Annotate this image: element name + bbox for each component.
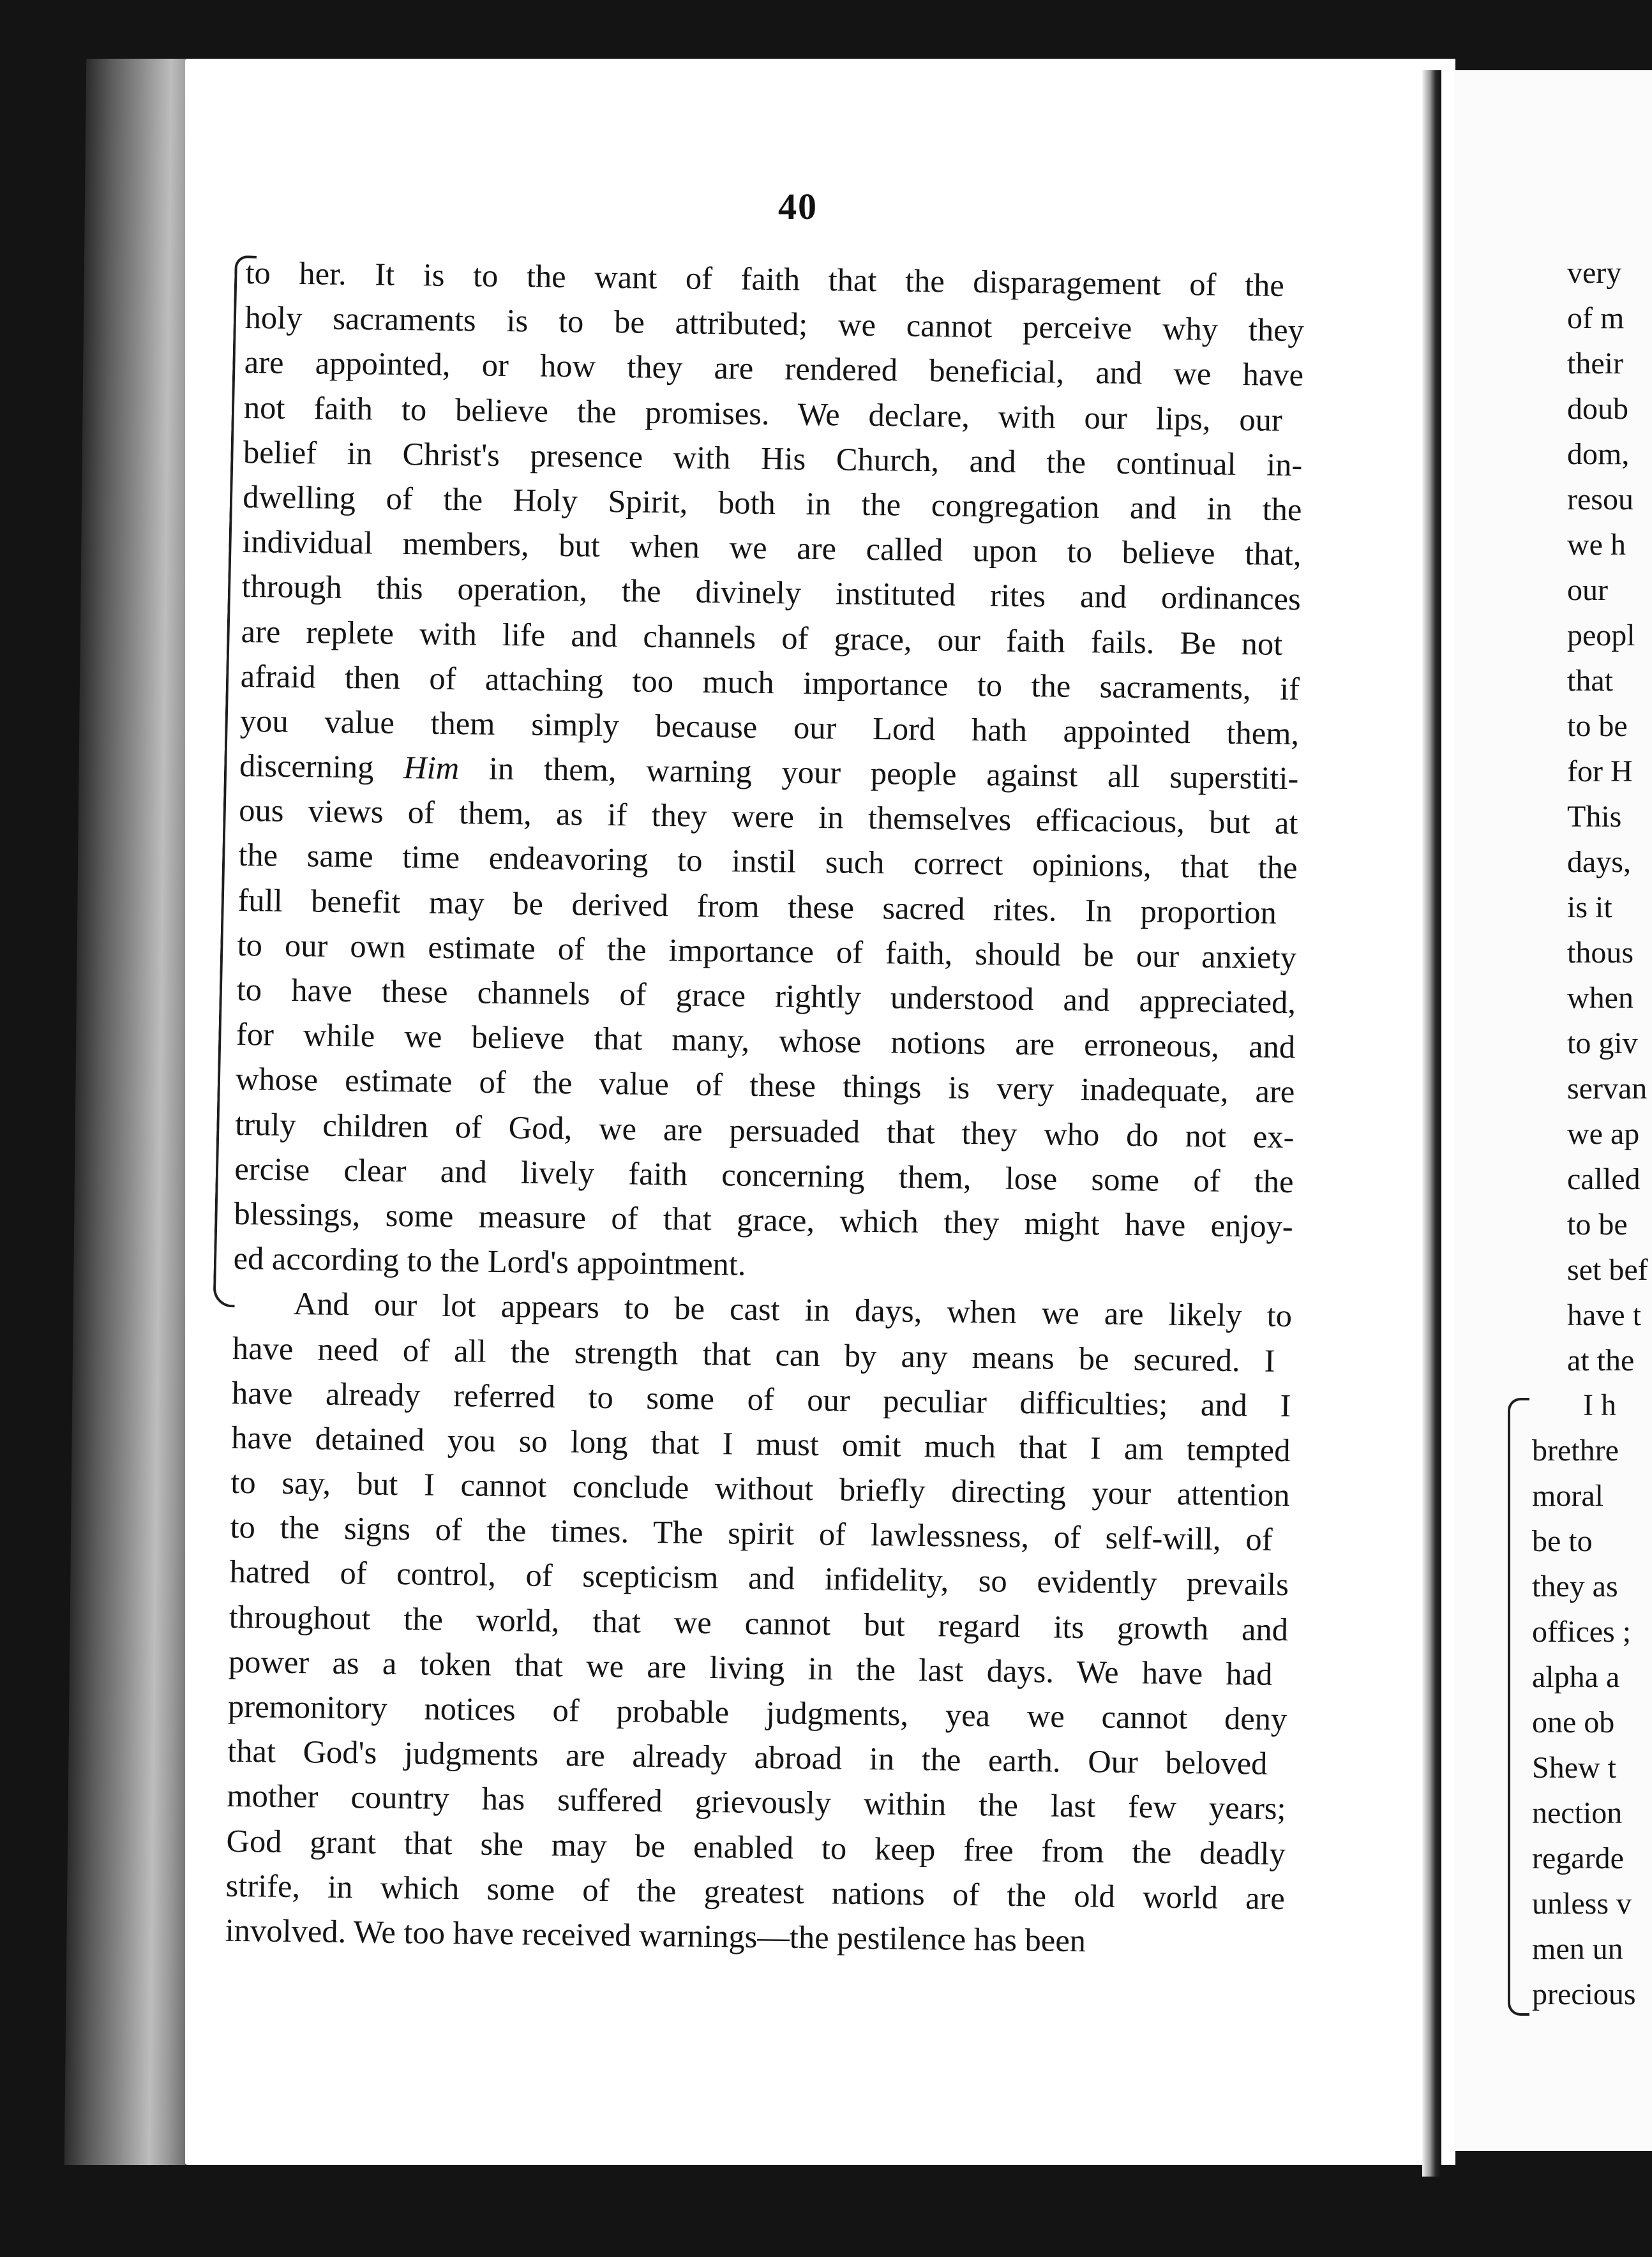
text-line: individual members, but when we are called upon to believe that, — [242, 523, 1302, 573]
text-line: holy sacraments is to be attributed; we cannot perceive why they — [244, 299, 1305, 349]
text-line: dwelling of the Holy Spirit, both in the congregation and in the — [242, 478, 1302, 528]
text-line: called — [1567, 1162, 1641, 1196]
text-line: have need of all the strength that can by any means be secured. I — [232, 1330, 1275, 1379]
text-line: blessings, some measure of that grace, which they might have enjoy- — [234, 1195, 1294, 1245]
text-line: brethre — [1532, 1434, 1619, 1467]
text-line: are appointed, or how they are rendered beneficial, and we have — [244, 344, 1304, 393]
text-line: This — [1567, 800, 1622, 834]
text-line: involved. We too have received warnings—the pestilence has been — [225, 1912, 1086, 1959]
text-line: regarde — [1532, 1841, 1624, 1875]
text-line: have already referred to some of our peculiar difficulties; and I — [231, 1374, 1291, 1423]
text-line: for while we believe that many, whose notions are erroneous, and — [236, 1016, 1296, 1065]
text-line: that God's judgments are already abroad in the earth. Our beloved — [227, 1733, 1268, 1781]
text-line: to have these channels of grace rightly understood and appreciated, — [236, 971, 1296, 1021]
text-line: to our own estimate of the importance of faith, should be our anxiety — [237, 926, 1297, 976]
text-line: servan — [1567, 1072, 1648, 1106]
right-page-text-bottom — [1532, 1383, 1636, 2017]
text-line: the same time endeavoring to instil such correct opinions, that the — [238, 837, 1298, 886]
text-line: have detained you so long that I must omit much that I am tempted — [230, 1419, 1291, 1469]
text-line: truly children of God, we are persuaded that they who do not ex- — [234, 1106, 1295, 1155]
left-page-body-text — [225, 250, 1305, 1965]
text-line: doub — [1567, 392, 1628, 426]
text-line: premonitory notices of probable judgments, yea we cannot deny — [227, 1688, 1288, 1737]
text-line: full benefit may be derived from these sacred rites. In proportion — [237, 881, 1277, 931]
text-line: days, — [1567, 845, 1631, 879]
text-line: you value them simply because our Lord hath appointed them, — [239, 702, 1300, 752]
text-line: afraid then of attaching too much importance to the sacraments, if — [240, 657, 1300, 707]
text-line: through this operation, the divinely instituted rites and ordinances — [241, 568, 1302, 617]
text-line: we ap — [1567, 1117, 1640, 1151]
text-line: to say, but I cannot conclude without briefly directing your attention — [230, 1464, 1290, 1513]
text-line: ercise clear and lively faith concerning them, lose some of the — [234, 1150, 1294, 1199]
text-line: that — [1567, 664, 1613, 698]
text-line: set bef — [1567, 1253, 1648, 1287]
text-line: peopl — [1567, 619, 1635, 652]
text-line: hatred of control, of scepticism and infidelity, so evidently prevails — [229, 1554, 1289, 1603]
text-line: they as — [1532, 1570, 1618, 1603]
text-line: to be — [1567, 709, 1628, 743]
text-line: to giv — [1567, 1026, 1638, 1060]
text-line: precious — [1532, 1977, 1636, 2011]
text-line: one ob — [1532, 1706, 1615, 1739]
text-line: to be — [1567, 1208, 1628, 1241]
text-line: we h — [1567, 528, 1626, 562]
text-line: I h — [1583, 1388, 1616, 1422]
text-line: their — [1567, 347, 1623, 380]
text-line: of m — [1567, 301, 1625, 335]
text-line: moral — [1532, 1479, 1603, 1513]
text-line: mother country has suffered grievously within the last few years; — [227, 1778, 1286, 1827]
text-line: unless v — [1532, 1887, 1632, 1921]
text-line: God grant that she may be enabled to keep free from the deadly — [226, 1822, 1286, 1871]
text-line: nection — [1532, 1796, 1623, 1830]
text-line: for H — [1567, 754, 1633, 788]
text-line: dom, — [1567, 437, 1630, 471]
text-line: have t — [1567, 1298, 1641, 1332]
text-line: is it — [1567, 890, 1612, 924]
text-line: thous — [1567, 936, 1634, 970]
text-line: very — [1567, 256, 1622, 290]
text-line: men un — [1532, 1932, 1623, 1966]
text-line: Shew t — [1532, 1751, 1616, 1785]
text-line: ous views of them, as if they were in themselves efficacious, but at — [238, 792, 1298, 841]
text-line: alpha a — [1532, 1660, 1620, 1694]
text-line: our — [1567, 573, 1608, 607]
text-line: to her. It is to the want of faith that the disparagement of the — [245, 254, 1285, 303]
right-page-text-top — [1567, 250, 1648, 1383]
book-gutter — [1422, 70, 1441, 2177]
page-number: 40 — [778, 186, 818, 227]
text-line: be to — [1532, 1524, 1593, 1558]
text-line: strife, in which some of the greatest nations of the old world are — [225, 1867, 1286, 1916]
text-line: to the signs of the times. The spirit of lawlessness, of self-will, of — [230, 1509, 1273, 1558]
text-line: And our lot appears to be cast in days, when we are likely to — [293, 1286, 1293, 1334]
text-line: ed according to the Lord's appointment. — [233, 1240, 746, 1282]
text-line: whose estimate of the value of these things is very inadequate, are — [235, 1061, 1295, 1110]
text-line: throughout the world, that we cannot but regard its growth and — [229, 1598, 1289, 1647]
text-line: discerning Him in them, warning your people against all superstiti- — [239, 747, 1299, 797]
text-line: belief in Christ's presence with His Church, and the continual in- — [243, 433, 1303, 483]
text-line: power as a token that we are living in the last days. We have had — [228, 1643, 1273, 1692]
text-line: offices ; — [1532, 1615, 1632, 1649]
margin-bracket-right — [1508, 1398, 1529, 2016]
text-line: are replete with life and channels of grace, our faith fails. Be not — [241, 613, 1283, 662]
text-line: at the — [1567, 1344, 1635, 1377]
text-line: not faith to believe the promises. We declare, with our lips, our — [243, 389, 1283, 438]
text-line: when — [1567, 981, 1633, 1015]
text-line: resou — [1567, 483, 1633, 516]
